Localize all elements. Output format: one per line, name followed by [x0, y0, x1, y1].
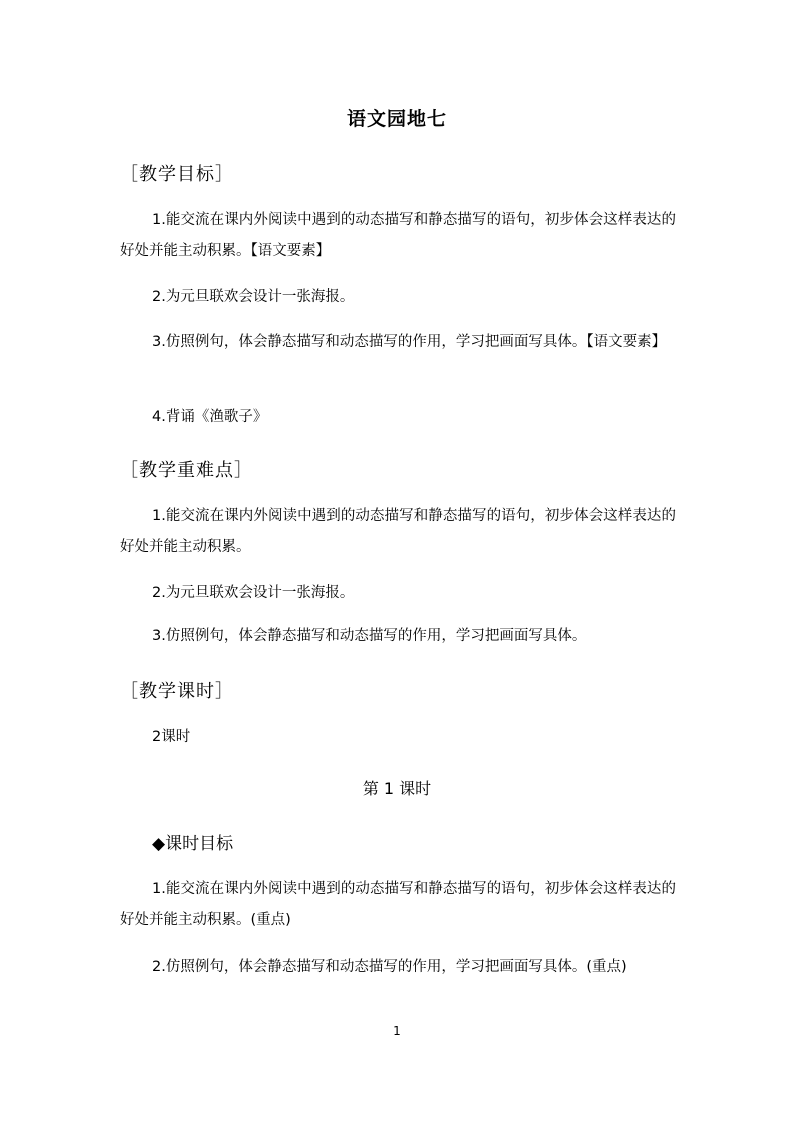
keypoint-item-2: 2.为元旦联欢会设计一张海报。	[152, 585, 355, 601]
goal-item-2: 2.为元旦联欢会设计一张海报。	[152, 289, 355, 305]
heading-key-points: ［教学重难点］	[120, 460, 253, 481]
lesson-1-item-1: 1.能交流在课内外阅读中遇到的动态描写和静态描写的语句，初步体会这样表达的好处并能主动积累。(重点)	[120, 881, 676, 928]
heading-class-hours: ［教学课时］	[120, 681, 234, 702]
keypoint-item-1: 1.能交流在课内外阅读中遇到的动态描写和静态描写的语句，初步体会这样表达的好处并能主动积累。	[120, 508, 676, 555]
document-title: 语文园地七	[346, 108, 447, 130]
lesson-1-title: 第 1 课时	[362, 779, 432, 798]
heading-teaching-goals: ［教学目标］	[120, 164, 234, 185]
goal-item-4: 4.背诵《渔歌子》	[152, 409, 268, 425]
lesson-1-item-2: 2.仿照例句，体会静态描写和动态描写的作用，学习把画面写具体。(重点)	[152, 959, 627, 975]
lesson-1-subheading: ◆课时目标	[152, 834, 234, 854]
keypoint-item-3: 3.仿照例句，体会静态描写和动态描写的作用，学习把画面写具体。	[152, 628, 587, 644]
goal-item-3: 3.仿照例句，体会静态描写和动态描写的作用，学习把画面写具体。【语文要素】	[152, 334, 667, 350]
goal-item-1: 1.能交流在课内外阅读中遇到的动态描写和静态描写的语句，初步体会这样表达的好处并能主动积累。【语文要素】	[120, 212, 676, 259]
class-hours-value: 2课时	[152, 729, 191, 745]
page-number: 1	[393, 1024, 401, 1038]
